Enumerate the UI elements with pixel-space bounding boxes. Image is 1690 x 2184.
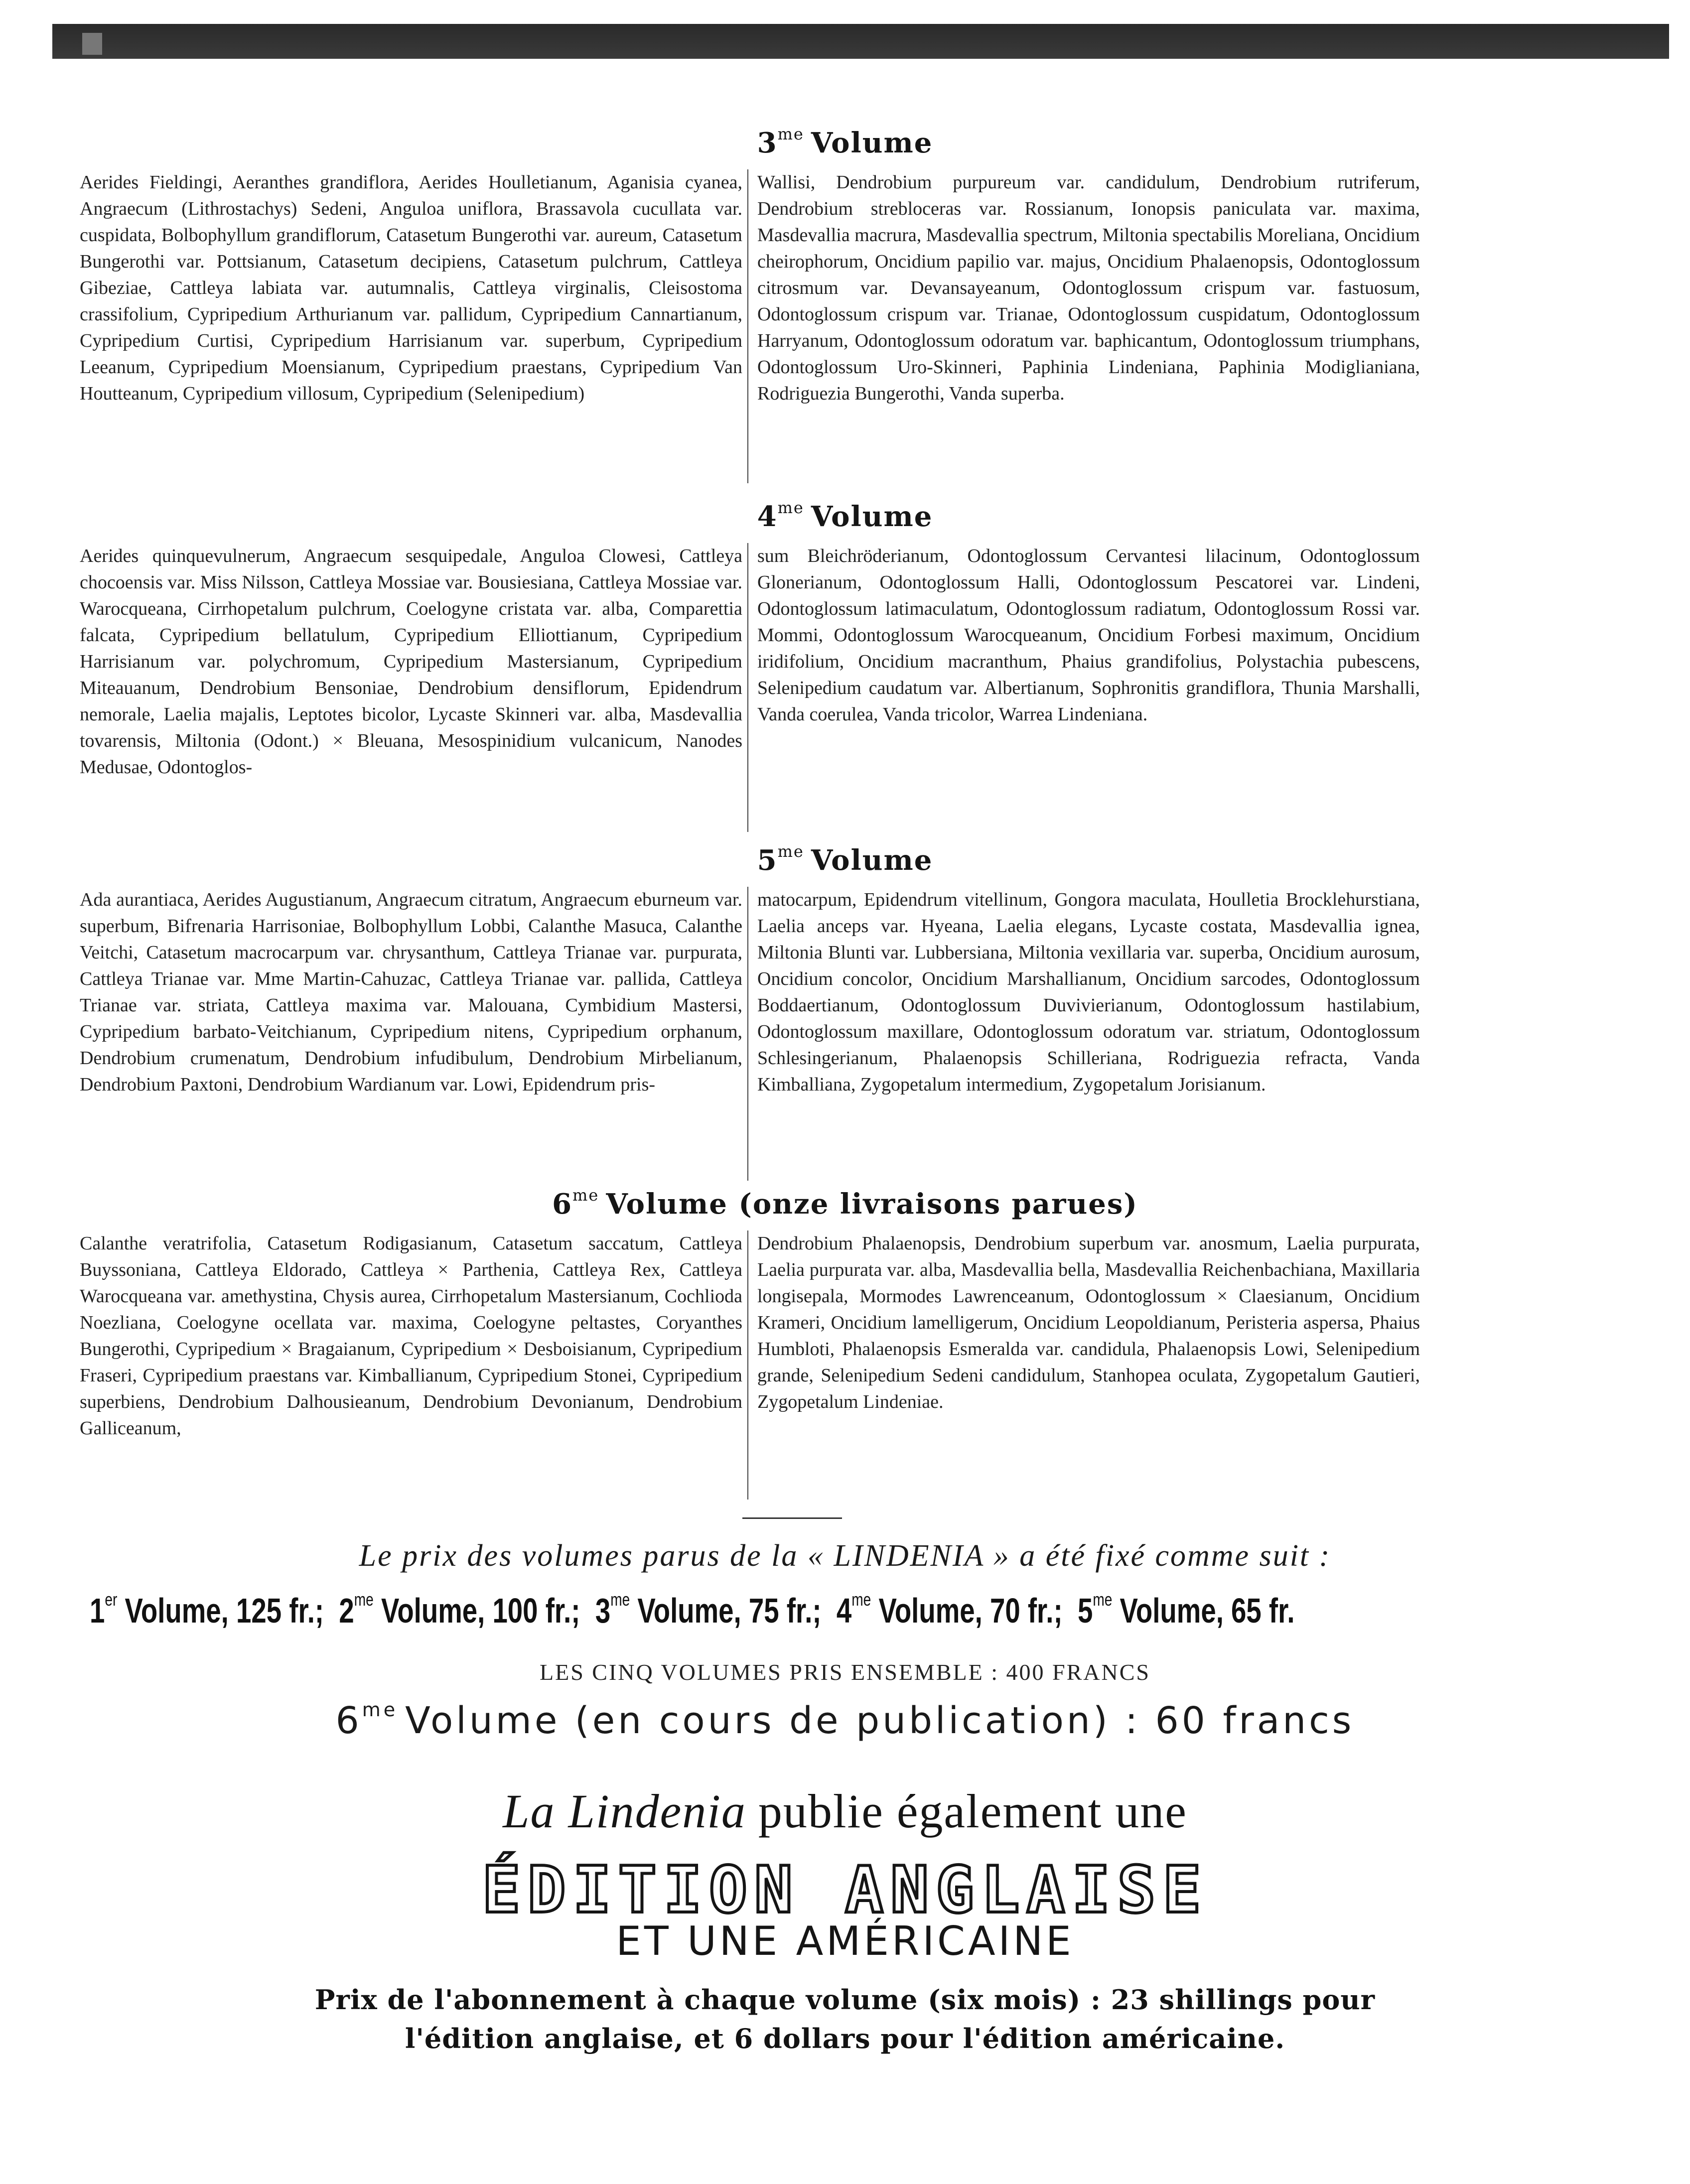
price-intro: Le prix des volumes parus de la « LINDENIA » a été fixé comme suit : [359, 1539, 1331, 1573]
volume-suffix: me [777, 498, 804, 517]
volume-5-heading [0, 842, 1690, 877]
volume-5-right-column: matocarpum, Epidendrum vitellinum, Gongora maculata, Houlletia Brocklehurstiana, Laelia anceps var. Hyeana, Laelia elegans, Lycaste costata, Masdevallia ignea, Miltonia Blunti var. Lubbersiana, Miltonia vexillaria var. superba, Oncidium aurosum, Oncidium concolor, Oncidium Marshallianum, Oncidium sarcodes, Odontoglossum Boddaertianum, Odontoglossum Duvivierianum, Odontoglossum hastilabium, Odontoglossum maxillare, Odontoglossum odoratum var. striatum, Odontoglossum Schlesingerianum, Phalaenopsis Schilleriana, Rodriguezia refracta, Vanda Kimballiana, Zygopetalum intermedium, Zygopetalum Jorisianum. [757, 889, 1420, 1095]
volume-suffix: me [777, 125, 804, 143]
edition-intro [0, 1783, 1690, 1839]
subscription-line: l'édition anglaise, et 6 dollars pour l'édition américaine. [405, 2023, 1285, 2054]
edition-anglaise: ÉDITION ANGLAISE [482, 1853, 1208, 1927]
volume-suffix: me [777, 842, 804, 861]
column-divider [747, 543, 748, 832]
five-volumes-price: LES CINQ VOLUMES PRIS ENSEMBLE : 400 FRANCS [540, 1659, 1150, 1685]
volume-4-heading [0, 498, 1690, 533]
column-divider [747, 887, 748, 1181]
volume-number: 3 [757, 127, 778, 159]
sixth-volume-price: $6^{me}$ Volume (en cours de publication) : 60 francs [335, 1699, 1355, 1742]
volume-number: 4 [757, 500, 778, 533]
column-divider [747, 169, 748, 483]
volume-3-right-column: Wallisi, Dendrobium purpureum var. candidulum, Dendrobium rutriferum, Dendrobium strebloceras var. Rossianum, Ionopsis paniculata var. maxima, Masdevallia macrura, Masdevallia spectrum, Miltonia spectabilis Moreliana, Oncidium cheirophorum, Oncidium papilio var. majus, Oncidium Phalaenopsis, Odontoglossum citrosmum var. Devansayeanum, Odontoglossum crispum var. fastuosum, Odontoglossum crispum var. Trianae, Odontoglossum cuspidatum, Odontoglossum Harryanum, Odontoglossum odoratum var. baphicantum, Odontoglossum triumphans, Odontoglossum Uro-Skinneri, Paphinia Lindeniana, Paphinia Modiglianiana, Rodriguezia Bungerothi, Vanda superba. [757, 172, 1420, 404]
volume-6-right-column: Dendrobium Phalaenopsis, Dendrobium superbum var. anosmum, Laelia purpurata, Laelia purpurata var. alba, Masdevallia bella, Masdevallia Reichenbachiana, Maxillaria longisepala, Mormodes Lawrenceanum, Odontoglossum × Claesianum, Oncidium Krameri, Oncidium lamelligerum, Oncidium Leopoldianum, Peristeria aspersa, Phaius Humbloti, Phalaenopsis Esmeralda var. candidula, Phalaenopsis Lowi, Selenipedium grande, Selenipedium Sedeni candidulum, Stanhopea oculata, Zygopetalum Gautieri, Zygopetalum Lindeniae. [757, 1233, 1420, 1412]
volume-6-heading [0, 1186, 1690, 1221]
volume-6-left-column: Calanthe veratrifolia, Catasetum Rodigasianum, Catasetum saccatum, Cattleya Buyssoniana, Cattleya Eldorado, Cattleya × Parthenia, Cattleya Rex, Cattleya Warocqueana var. amethystina, Chysis aurea, Cirrhopetalum Mastersianum, Cochlioda Noezliana, Coelogyne ocellata var. maxima, Coelogyne peltastes, Coryanthes Bungerothi, Cypripedium × Bragaianum, Cypripedium × Desboisianum, Cypripedium Fraseri, Cypripedium praestans var. Kimballianum, Cypripedium Stonei, Cypripedium superbiens, Dendrobium Dalhousieanum, Dendrobium Devonianum, Dendrobium Galliceanum, [80, 1233, 742, 1439]
volume-3-heading [0, 125, 1690, 159]
volume-label: Volume [811, 844, 933, 877]
volume-suffix: me [572, 1186, 599, 1205]
section-rule [742, 1517, 842, 1519]
subscription-line: Prix de l'abonnement à chaque volume (six mois) : 23 shillings pour [314, 1984, 1376, 2016]
price-item: 1er Volume, 125 fr.; [90, 1589, 324, 1630]
price-list [90, 1589, 1295, 1631]
volume-label: Volume [811, 127, 933, 159]
scan-top-border [52, 24, 1669, 60]
price-item: $5^{me}$ Volume, 65 fr. [1077, 1589, 1295, 1630]
volume-4-right-column: sum Bleichröderianum, Odontoglossum Cervantesi lilacinum, Odontoglossum Glonerianum, Odontoglossum Halli, Odontoglossum Pescatorei var. Lindeni, Odontoglossum latimaculatum, Odontoglossum radiatum, Odontoglossum Rossi var. Mommi, Odontoglossum Warocqueanum, Oncidium Forbesi maximum, Oncidium iridifolium, Oncidium macranthum, Phaius grandifolius, Polystachia pubescens, Selenipedium caudatum var. Albertianum, Sophronitis grandiflora, Thunia Marshalli, Vanda coerulea, Vanda tricolor, Warrea Lindeniana. [757, 546, 1420, 725]
volume-4-left-column: Aerides quinquevulnerum, Angraecum sesquipedale, Anguloa Clowesi, Cattleya chocoensis var. Miss Nilsson, Cattleya Mossiae var. Bousiesiana, Cattleya Mossiae var. Warocqueana, Cirrhopetalum pulchrum, Coelogyne cristata var. alba, Comparettia falcata, Cypripedium bellatulum, Cypripedium Elliottianum, Cypripedium Harrisianum var. polychromum, Cypripedium Mastersianum, Cypripedium Miteauanum, Dendrobium Bensoniae, Dendrobium densiflorum, Epidendrum nemorale, Laelia majalis, Leptotes bicolor, Lycaste Skinneri var. alba, Masdevallia tovarensis, Miltonia (Odont.) × Bleuana, Mesospinidium vulcanicum, Nanodes Medusae, Odontoglos- [80, 546, 742, 778]
edition-americaine: ET UNE AMÉRICAINE [616, 1918, 1074, 1964]
price-item: $3^{me}$ Volume, 75 fr.; [595, 1589, 822, 1630]
volume-5-left-column: Ada aurantiaca, Aerides Augustianum, Angraecum citratum, Angraecum eburneum var. superbum, Bifrenaria Harrisoniae, Bolbophyllum Lobbi, Calanthe Masuca, Calanthe Veitchi, Catasetum macrocarpum var. chrysanthum, Cattleya Trianae var. purpurata, Cattleya Trianae var. Mme Martin-Cahuzac, Cattleya Trianae var. pallida, Cattleya Trianae var. striata, Cattleya maxima var. Malouana, Cymbidium Mastersi, Cypripedium barbato-Veitchianum, Cypripedium nitens, Cypripedium orphanum, Dendrobium crumenatum, Dendrobium infudibulum, Dendrobium Mirbelianum, Dendrobium Paxtoni, Dendrobium Wardianum var. Lowi, Epidendrum pris- [80, 889, 742, 1095]
price-item: $2^{me}$ Volume, 100 fr.; [339, 1589, 580, 1630]
volume-label: Volume [811, 500, 933, 533]
lindenia-title: La Lindenia [503, 1784, 746, 1838]
subscription-price [0, 1980, 1690, 2058]
price-item: $4^{me}$ Volume, 70 fr.; [836, 1589, 1063, 1630]
volume-3-left-column: Aerides Fieldingi, Aeranthes grandiflora, Aerides Houlletianum, Aganisia cyanea, Angraecum (Lithrostachys) Sedeni, Anguloa uniflora, Brassavola cucullata var. cuspidata, Bolbophyllum grandiflorum, Catasetum Bungerothi var. aureum, Catasetum Bungerothi var. Pottsianum, Catasetum decipiens, Catasetum pulchrum, Cattleya Gibeziae, Cattleya labiata var. autumnalis, Cattleya virginalis, Cleisostoma crassifolium, Cypripedium Arthurianum var. pallidum, Cypripedium Cannartianum, Cypripedium Curtisi, Cypripedium Harrisianum var. superbum, Cypripedium Leeanum, Cypripedium Moensianum, Cypripedium praestans, Cypripedium Van Houtteanum, Cypripedium villosum, Cypripedium (Selenipedium) [80, 172, 742, 404]
volume-number: 6 [552, 1188, 573, 1221]
column-divider [747, 1230, 748, 1500]
publie-text: publie également une [758, 1784, 1187, 1838]
volume-label: Volume (onze livraisons parues) [606, 1188, 1138, 1221]
volume-number: 5 [757, 844, 778, 877]
scan-notch [82, 33, 102, 55]
